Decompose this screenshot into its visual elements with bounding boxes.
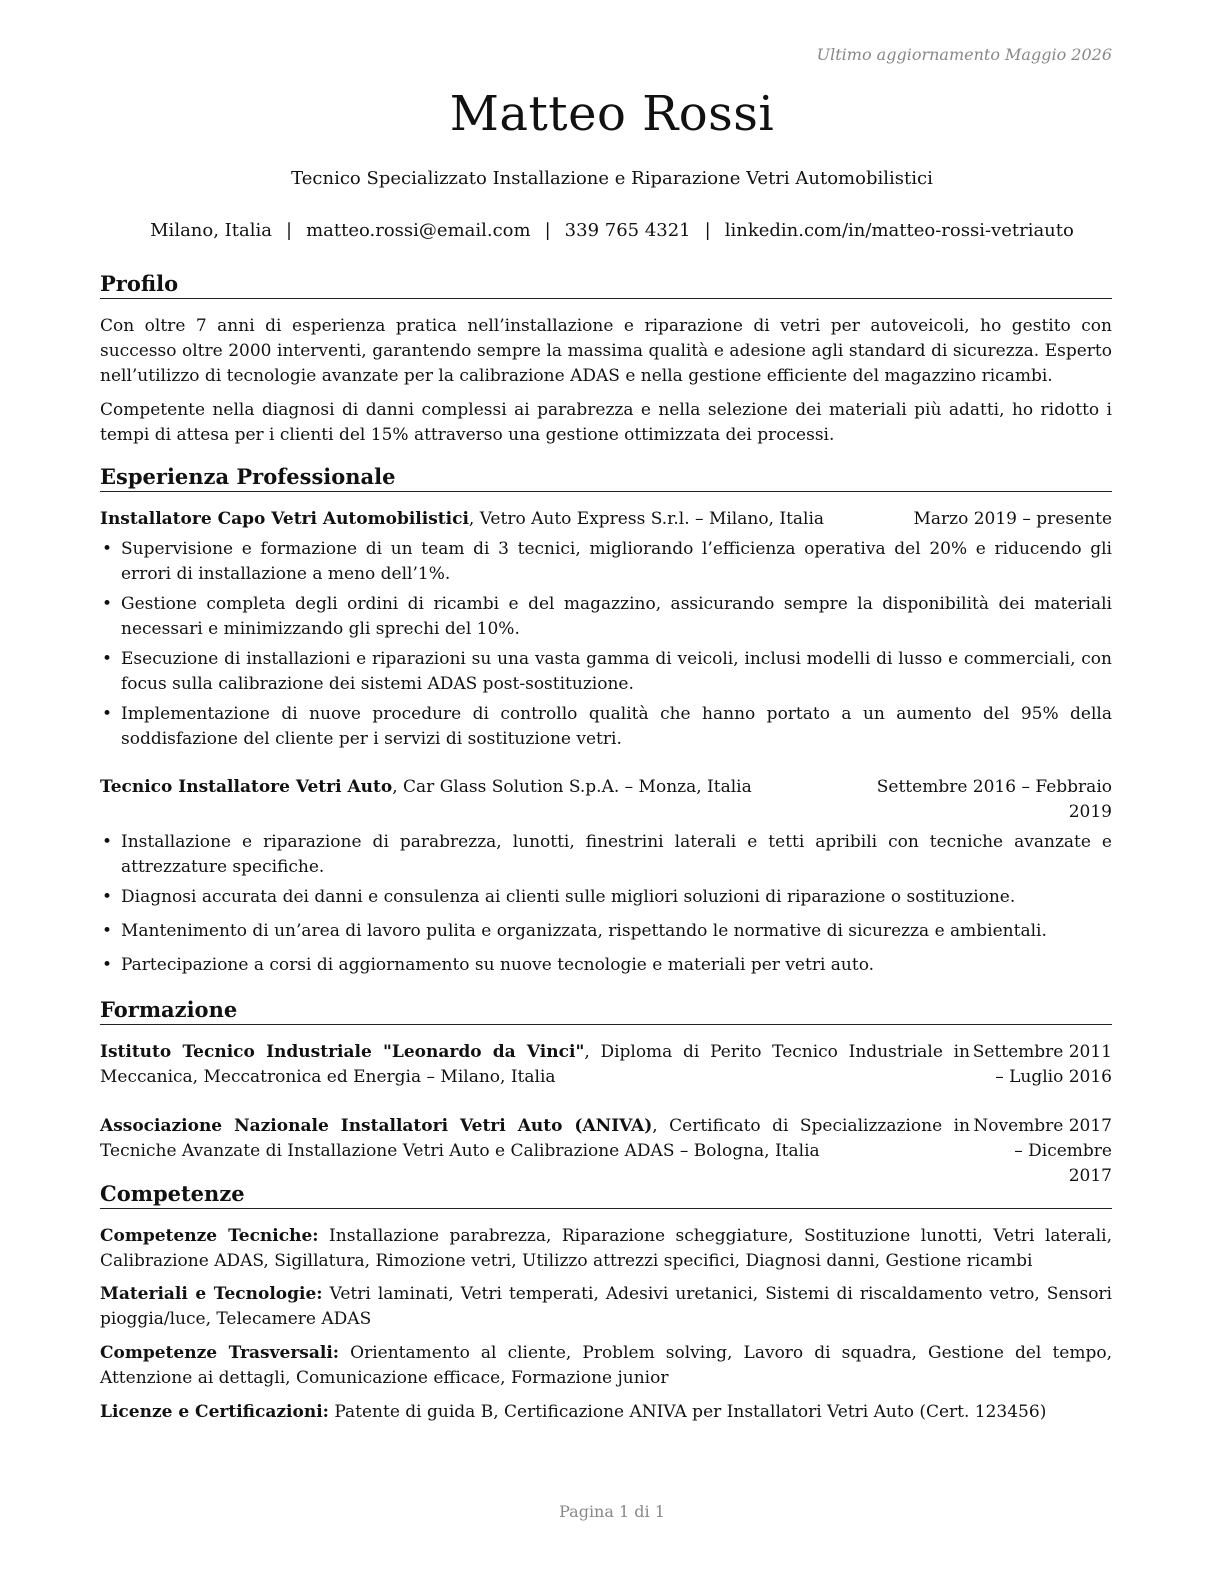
last-updated: Ultimo aggiornamento Maggio 2026 <box>816 45 1112 64</box>
candidate-title: Tecnico Specializzato Installazione e Riparazione Vetri Automobilistici <box>291 168 933 189</box>
list-item: • Diagnosi accurata dei danni e consulenza ai clienti sulle migliori soluzioni di riparazione o sostituzione. <box>100 885 1112 910</box>
profile-paragraph: Con oltre 7 anni di esperienza pratica nell’installazione e riparazione di vetri per autoveicoli, ho gestito con successo oltre 2000 interventi, garantendo sempre la massima qualità e adesione agli standard di sicurezza. Esperto nell’utilizzo di tecnologie avanzate per la calibrazione ADAS e nella gestione efficiente del magazzino ricambi. <box>100 316 1112 386</box>
job-role: Tecnico Installatore Vetri Auto <box>100 777 393 797</box>
skill-row <box>100 1282 1112 1332</box>
list-item: • Implementazione di nuove procedure di controllo qualità che hanno portato a un aumento del 95% della soddisfazione del cliente per i servizi di sostituzione vetri. <box>100 702 1112 752</box>
school-name: Istituto Tecnico Industriale "Leonardo da Vinci" <box>100 1042 585 1062</box>
list-item: • Installazione e riparazione di parabrezza, lunotti, finestrini laterali e tetti apribili con tecniche avanzate e attrezzature specifiche. <box>100 830 1112 880</box>
section-title-experience: Esperienza Professionale <box>100 464 1112 492</box>
education-text <box>100 1114 970 1164</box>
skill-row <box>100 1400 1112 1425</box>
page-number: Pagina 1 di 1 <box>559 1502 665 1521</box>
job-bullets <box>100 537 1112 757</box>
list-item: • Gestione completa degli ordini di ricambi e del magazzino, assicurando sempre la disponibilità dei materiali necessari e minimizzando gli sprechi del 10%. <box>100 592 1112 642</box>
contact-separator: | <box>286 220 293 241</box>
job-role: Installatore Capo Vetri Automobilistici <box>100 509 469 529</box>
skill-label: Competenze Trasversali: <box>100 1343 340 1363</box>
profile-paragraph: Competente nella diagnosi di danni complessi ai parabrezza e nella selezione dei materiali più adatti, ho ridotto i tempi di attesa per i clienti del 15% attraverso una gestione ottimizzata dei processi. <box>100 400 1112 445</box>
contact-email[interactable]: matteo.rossi@email.com <box>306 220 531 241</box>
job-dates: Settembre 2016 – Febbraio 2019 <box>876 777 1112 822</box>
education-item <box>100 1114 1112 1186</box>
list-item: • Esecuzione di installazioni e riparazioni su una vasta gamma di veicoli, inclusi modelli di lusso e commerciali, con focus sulla calibrazione dei sistemi ADAS post-sostituzione. <box>100 647 1112 697</box>
skill-text: Patente di guida B, Certificazione ANIVA per Installatori Vetri Auto (Cert. 123456) <box>328 1402 1047 1422</box>
contact-linkedin[interactable]: linkedin.com/in/matteo-rossi-vetriauto <box>724 220 1074 241</box>
skill-label: Materiali e Tecnologie: <box>100 1284 323 1304</box>
education-dates: Novembre 2017 – Dicembre 2017 <box>973 1116 1112 1186</box>
section-title-education: Formazione <box>100 997 1112 1025</box>
contact-separator: | <box>544 220 551 241</box>
candidate-name: Matteo Rossi <box>449 86 775 142</box>
list-item: • Mantenimento di un’area di lavoro pulita e organizzata, rispettando le normative di sicurezza e ambientali. <box>100 919 1112 944</box>
list-item: • Supervisione e formazione di un team di 3 tecnici, migliorando l’efficienza operativa del 20% e riducendo gli errori di installazione a meno dell’1%. <box>100 537 1112 587</box>
job-header <box>100 507 1112 532</box>
skill-text: Orientamento al cliente, Problem solving, Lavoro di squadra, Gestione del tempo, Attenzione ai dettagli, Comunicazione efficace, Formazione junior <box>100 1343 1112 1388</box>
section-title-profile: Profilo <box>100 271 1112 299</box>
skill-label: Competenze Tecniche: <box>100 1226 319 1246</box>
section-title-skills: Competenze <box>100 1181 1112 1209</box>
education-details: , Certificato di Specializzazione in Tecniche Avanzate di Installazione Vetri Auto e Calibrazione ADAS – Bologna, Italia <box>100 1116 970 1161</box>
contact-phone: 339 765 4321 <box>564 220 691 241</box>
job-dates: Marzo 2019 – presente <box>913 509 1112 529</box>
school-name: Associazione Nazionale Installatori Vetri Auto (ANIVA) <box>100 1116 653 1136</box>
job-header <box>100 775 1112 822</box>
skill-text: Installazione parabrezza, Riparazione scheggiature, Sostituzione lunotti, Vetri laterali, Calibrazione ADAS, Sigillatura, Rimozione vetri, Utilizzo attrezzi specifici, Diagnosi danni, Gestione ricambi <box>100 1226 1112 1271</box>
contact-separator: | <box>704 220 711 241</box>
job-bullets <box>100 830 1112 983</box>
education-text <box>100 1040 970 1090</box>
contact-line <box>0 220 1224 241</box>
skill-text: Vetri laminati, Vetri temperati, Adesivi uretanici, Sistemi di riscaldamento vetro, Sensori pioggia/luce, Telecamere ADAS <box>100 1284 1112 1329</box>
education-details: , Diploma di Perito Tecnico Industriale in Meccanica, Meccatronica ed Energia – Milano, Italia <box>100 1042 971 1087</box>
skill-row <box>100 1341 1112 1391</box>
education-item <box>100 1040 1112 1090</box>
education-dates: Settembre 2011 – Luglio 2016 <box>972 1042 1112 1087</box>
skill-label: Licenze e Certificazioni: <box>100 1402 329 1422</box>
job-company: , Vetro Auto Express S.r.l. – Milano, Italia <box>468 509 825 529</box>
list-item: • Partecipazione a corsi di aggiornamento su nuove tecnologie e materiali per vetri auto. <box>100 953 1112 978</box>
contact-location: Milano, Italia <box>150 220 272 241</box>
skill-row <box>100 1224 1112 1274</box>
job-company: , Car Glass Solution S.p.A. – Monza, Italia <box>392 777 752 797</box>
